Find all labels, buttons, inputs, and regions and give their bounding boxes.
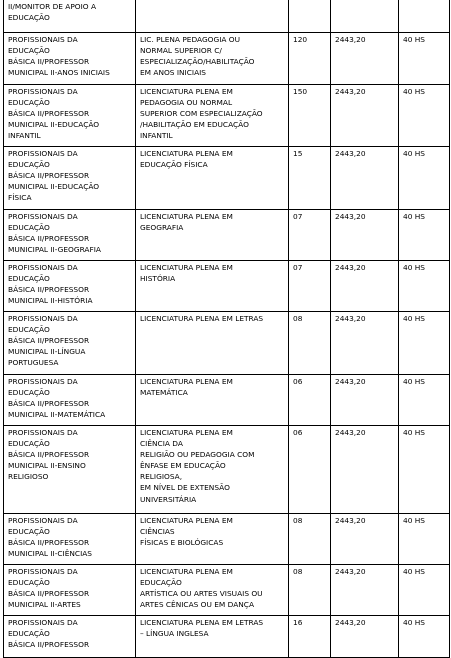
cargo-cell-line: MUNICIPAL II-ARTES	[8, 600, 81, 610]
vagas-cell: 08	[289, 565, 331, 616]
requisito-cell-line: LICENCIATURA PLENA EM	[140, 149, 233, 158]
cargo-cell-line: PORTUGUESA	[8, 358, 59, 368]
cargo-cell-line: BÁSICA II/PROFESSOR	[8, 589, 90, 599]
cargo-cell-line: MUNICIPAL II-ENSINO	[8, 461, 86, 471]
requisito-cell	[136, 565, 289, 616]
cargo-cell	[4, 426, 136, 514]
table-row	[4, 565, 450, 616]
vagas-cell: 08	[289, 514, 331, 565]
requisito-cell-line: LICENCIATURA PLENA EM	[140, 87, 233, 96]
cargo-cell-line: MUNICIPAL II-EDUCAÇÃO	[8, 120, 100, 130]
cargo-cell-line: PROFISSIONAIS DA	[8, 263, 78, 272]
cargo-cell-line: MUNICIPAL II-EDUCAÇÃO	[8, 182, 100, 192]
cargo-cell-line: BÁSICA II/PROFESSOR	[8, 57, 90, 67]
requisito-cell-line: LICENCIATURA PLENA EM	[140, 212, 233, 221]
requisito-cell-line	[140, 1, 285, 12]
requisito-cell-line: RELIGIÃO OU PEDAGOGIA COM	[140, 450, 255, 460]
vacancy-table-body	[4, 0, 450, 658]
cargo-cell-line: EDUCAÇÃO	[8, 274, 50, 284]
cargo-cell	[4, 210, 136, 261]
cargo-cell-line: PROFISSIONAIS DA	[8, 87, 78, 96]
requisito-cell-line: LICENCIATURA PLENA EM	[140, 567, 233, 576]
cargo-cell	[4, 147, 136, 210]
requisito-cell-line: CIÊNCIA DA	[140, 439, 183, 449]
cargo-cell-line: MUNICIPAL II-GEOGRAFIA	[8, 245, 101, 255]
salario-cell: 2443,20	[331, 565, 399, 616]
cargo-cell-line: MUNICIPAL II-HISTÓRIA	[8, 296, 93, 306]
cargo-cell-line: FÍSICA	[8, 193, 32, 203]
cargo-cell-line: BÁSICA II/PROFESSOR	[8, 538, 90, 548]
carga-horaria-cell	[399, 0, 450, 33]
cargo-cell-line: PROFISSIONAIS DA	[8, 35, 78, 44]
salario-cell: 2443,20	[331, 616, 399, 658]
cargo-cell-line: MUNICIPAL II-CIÊNCIAS	[8, 549, 92, 559]
cargo-cell	[4, 261, 136, 312]
requisito-cell-line: SUPERIOR COM ESPECIALIZAÇÃO	[140, 109, 263, 119]
table-row	[4, 210, 450, 261]
cargo-cell-line: EDUCAÇÃO	[8, 629, 50, 639]
cargo-cell-line: EDUCAÇÃO	[8, 98, 50, 108]
vagas-cell: 16	[289, 616, 331, 658]
salario-cell	[331, 0, 399, 33]
cargo-cell-line: BÁSICA II/PROFESSOR	[8, 171, 90, 181]
table-row	[4, 85, 450, 147]
requisito-cell	[136, 375, 289, 426]
requisito-cell-line: ÊNFASE EM EDUCAÇÃO	[140, 461, 226, 471]
table-row	[4, 616, 450, 658]
cargo-cell-line: BÁSICA II/PROFESSOR	[8, 399, 90, 409]
requisito-cell	[136, 514, 289, 565]
requisito-cell-line: /HABILITAÇÃO EM EDUCAÇÃO	[140, 120, 249, 130]
cargo-cell-line: EDUCAÇÃO	[8, 388, 50, 398]
vacancy-table	[3, 0, 450, 658]
cargo-cell	[4, 514, 136, 565]
cargo-cell	[4, 85, 136, 147]
requisito-cell-line: PEDAGOGIA OU NORMAL	[140, 98, 233, 108]
vagas-cell: 06	[289, 426, 331, 514]
vagas-cell: 120	[289, 33, 331, 85]
cargo-cell-line: MUNICIPAL II-ANOS INICIAIS	[8, 68, 110, 78]
requisito-cell-line: LICENCIATURA PLENA EM	[140, 263, 233, 272]
cargo-cell-line: PROFISSIONAIS DA	[8, 149, 78, 158]
requisito-cell	[136, 210, 289, 261]
requisito-cell-line: LICENCIATURA PLENA EM LETRAS	[140, 618, 264, 627]
requisito-cell-line: INFANTIL	[140, 131, 173, 141]
salario-cell: 2443,20	[331, 33, 399, 85]
cargo-cell-line: BÁSICA II/PROFESSOR	[8, 450, 90, 460]
cargo-cell-line: EDUCAÇÃO	[8, 223, 50, 233]
requisito-cell-line: EDUCAÇÃO FÍSICA	[140, 160, 208, 170]
salario-cell: 2443,20	[331, 312, 399, 375]
cargo-cell-line: EDUCAÇÃO	[8, 578, 50, 588]
requisito-cell	[136, 616, 289, 658]
requisito-cell-line: CIÊNCIAS	[140, 527, 175, 537]
cargo-cell-line: PROFISSIONAIS DA	[8, 212, 78, 221]
salario-cell: 2443,20	[331, 375, 399, 426]
requisito-cell-line: RELIGIOSA,	[140, 472, 183, 482]
cargo-cell-line: PROFISSIONAIS DA	[8, 428, 78, 437]
cargo-cell-line: MUNICIPAL II-LÍNGUA	[8, 347, 86, 357]
carga-horaria-cell: 40 HS	[399, 426, 450, 514]
cargo-cell-line: BÁSICA II/PROFESSOR	[8, 336, 90, 346]
salario-cell: 2443,20	[331, 426, 399, 514]
carga-horaria-cell: 40 HS	[399, 85, 450, 147]
requisito-cell-line: LICENCIATURA PLENA EM	[140, 516, 233, 525]
requisito-cell	[136, 147, 289, 210]
requisito-cell-line: ARTES CÊNICAS OU EM DANÇA	[140, 600, 255, 610]
cargo-cell-line: II/MONITOR DE APOIO A	[8, 2, 97, 11]
carga-horaria-cell: 40 HS	[399, 375, 450, 426]
cargo-cell-line: EDUCAÇÃO	[8, 160, 50, 170]
requisito-cell-line: LICENCIATURA PLENA EM	[140, 377, 233, 386]
vagas-cell: 07	[289, 210, 331, 261]
cargo-cell-line: PROFISSIONAIS DA	[8, 314, 78, 323]
table-row	[4, 514, 450, 565]
table-row	[4, 147, 450, 210]
cargo-cell-line: BÁSICA II/PROFESSOR	[8, 285, 90, 295]
table-row	[4, 312, 450, 375]
table-row	[4, 0, 450, 33]
salario-cell: 2443,20	[331, 261, 399, 312]
cargo-cell-line: PROFISSIONAIS DA	[8, 516, 78, 525]
carga-horaria-cell: 40 HS	[399, 261, 450, 312]
requisito-cell-line: UNIVERSITÁRIA	[140, 494, 197, 504]
requisito-cell-line: ESPECIALIZAÇÃO/HABILITAÇÃO	[140, 57, 255, 67]
vagas-cell: 07	[289, 261, 331, 312]
requisito-cell-line: LICENCIATURA PLENA EM LETRAS	[140, 314, 264, 323]
cargo-cell	[4, 565, 136, 616]
requisito-cell-line: FÍSICAS E BIOLÓGICAS	[140, 538, 224, 548]
requisito-cell	[136, 312, 289, 375]
salario-cell: 2443,20	[331, 147, 399, 210]
cargo-cell-line: EDUCAÇÃO	[8, 439, 50, 449]
table-row	[4, 33, 450, 85]
vagas-cell	[289, 0, 331, 33]
cargo-cell-line: BÁSICA II/PROFESSOR	[8, 640, 90, 650]
requisito-cell	[136, 85, 289, 147]
vagas-cell: 08	[289, 312, 331, 375]
cargo-cell-line: MUNICIPAL II-MATEMÁTICA	[8, 410, 106, 420]
table-row	[4, 426, 450, 514]
requisito-cell-line: MATEMÁTICA	[140, 388, 188, 398]
table-row	[4, 261, 450, 312]
requisito-cell-line: EDUCAÇÃO	[140, 578, 182, 588]
requisito-cell	[136, 33, 289, 85]
salario-cell: 2443,20	[331, 85, 399, 147]
cargo-cell	[4, 312, 136, 375]
requisito-cell-line: GEOGRAFIA	[140, 223, 184, 233]
requisito-cell-line: EM ANOS INICIAIS	[140, 68, 206, 78]
cargo-cell-line: EDUCAÇÃO	[8, 13, 50, 23]
carga-horaria-cell: 40 HS	[399, 565, 450, 616]
cargo-cell	[4, 375, 136, 426]
carga-horaria-cell: 40 HS	[399, 210, 450, 261]
cargo-cell-line: PROFISSIONAIS DA	[8, 377, 78, 386]
cargo-cell-line: EDUCAÇÃO	[8, 527, 50, 537]
cargo-cell-line: EDUCAÇÃO	[8, 325, 50, 335]
carga-horaria-cell: 40 HS	[399, 147, 450, 210]
vagas-cell: 150	[289, 85, 331, 147]
requisito-cell-line: LICENCIATURA PLENA EM	[140, 428, 233, 437]
requisito-cell-line: EM NÍVEL DE EXTENSÃO	[140, 483, 230, 493]
requisito-cell	[136, 0, 289, 33]
carga-horaria-cell: 40 HS	[399, 514, 450, 565]
vagas-cell: 15	[289, 147, 331, 210]
requisito-cell-line: LIC. PLENA PEDAGOGIA OU	[140, 35, 241, 44]
carga-horaria-cell: 40 HS	[399, 616, 450, 658]
requisito-cell	[136, 261, 289, 312]
cargo-cell-line: INFANTIL	[8, 131, 41, 141]
table-row	[4, 375, 450, 426]
vagas-cell: 06	[289, 375, 331, 426]
carga-horaria-cell: 40 HS	[399, 33, 450, 85]
requisito-cell-line: HISTÓRIA	[140, 274, 176, 284]
salario-cell: 2443,20	[331, 514, 399, 565]
requisito-cell-line: ARTÍSTICA OU ARTES VISUAIS OU	[140, 589, 263, 599]
cargo-cell-line: PROFISSIONAIS DA	[8, 618, 78, 627]
cargo-cell-line: EDUCAÇÃO	[8, 46, 50, 56]
cargo-cell-line: RELIGIOSO	[8, 472, 49, 482]
carga-horaria-cell: 40 HS	[399, 312, 450, 375]
cargo-cell-line: PROFISSIONAIS DA	[8, 567, 78, 576]
cargo-cell	[4, 33, 136, 85]
cargo-cell	[4, 0, 136, 33]
cargo-cell-line: BÁSICA II/PROFESSOR	[8, 109, 90, 119]
requisito-cell-line: NORMAL SUPERIOR C/	[140, 46, 222, 56]
requisito-cell-line: – LÍNGUA INGLESA	[140, 629, 209, 639]
requisito-cell	[136, 426, 289, 514]
cargo-cell	[4, 616, 136, 658]
cargo-cell-line: BÁSICA II/PROFESSOR	[8, 234, 90, 244]
salario-cell: 2443,20	[331, 210, 399, 261]
